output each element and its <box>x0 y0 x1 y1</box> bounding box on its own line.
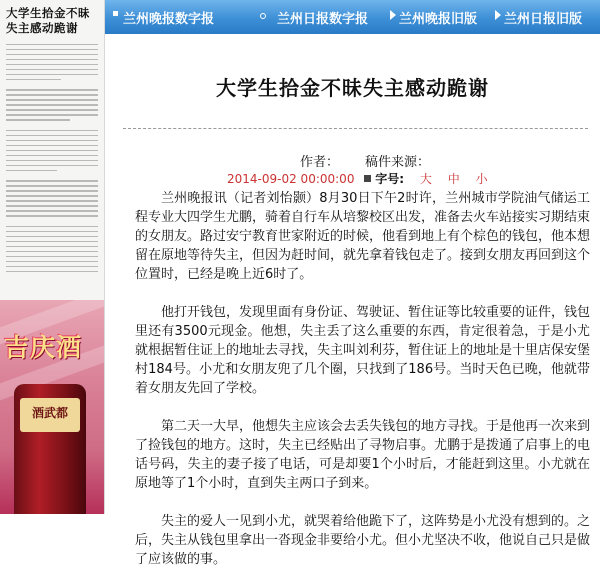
font-size-small-button[interactable]: 小 <box>475 172 488 186</box>
nav-link-lanzhou-daily-old[interactable]: 兰州日报旧版 <box>504 12 583 27</box>
article-byline <box>300 151 430 170</box>
article-body <box>135 189 590 588</box>
author-label: 作者： <box>300 155 340 170</box>
nav-link-lanzhou-evening-digital[interactable]: 兰州晚报数字报 <box>123 12 215 27</box>
square-bullet-icon <box>364 175 371 182</box>
newspaper-page-scan[interactable] <box>0 0 105 514</box>
top-navigation-bar <box>105 0 600 34</box>
article-meta-row <box>227 170 488 187</box>
title-divider <box>123 128 588 129</box>
font-size-label: 字号: <box>375 172 405 186</box>
advertisement-title: 吉庆酒 <box>4 333 83 362</box>
article-paragraph: 失主的爱人一见到小尤，就哭着给他跪下了，这阵势是小尤没有想到的。之后，失主从钱包里拿出一沓现金非要给小尤。但小尤坚决不收，他说自己只是做了应该做的事。 <box>135 514 591 567</box>
nav-bullet-icon <box>113 11 118 16</box>
font-size-large-button[interactable]: 大 <box>419 172 432 186</box>
font-size-medium-button[interactable]: 中 <box>447 172 460 186</box>
nav-arrow-icon <box>495 10 501 20</box>
nav-link-lanzhou-evening-old[interactable]: 兰州晚报旧版 <box>399 12 478 27</box>
article-paragraph: 兰州晚报讯（记者刘怡颢）8月30日下午2时许，兰州城市学院油气储运工程专业大四学生尤鹏，骑着自行车从培黎校区出发，准备去火车站接实习期结束的女朋友。路过安宁教育世家附近的时候，他看到地上有个棕色的钱包，他本想留在原地等待失主，但因为赶时间，就先拿着钱包走了。接到女朋友再回到这个位置时，已经是晚上近6时了。 <box>135 191 591 282</box>
newspaper-headline: 大学生拾金不昧失主感动跪谢 <box>6 6 90 35</box>
source-label: 稿件来源： <box>365 155 431 170</box>
nav-bullet-icon <box>260 13 266 19</box>
bottle-label-text: 酒武都 <box>31 406 68 420</box>
nav-arrow-icon <box>390 10 396 20</box>
publish-timestamp: 2014-09-02 00:00:00 <box>227 172 355 186</box>
newspaper-text-block <box>6 40 98 300</box>
liquor-advertisement <box>0 300 104 514</box>
article-title: 大学生拾金不昧失主感动跪谢 <box>216 76 489 100</box>
article-paragraph: 第二天一大早，他想失主应该会去丢失钱包的地方寻找。于是他再一次来到了捡钱包的地方。这时，失主已经贴出了寻物启事。尤鹏于是拨通了启事上的电话号码，失主的妻子接了电话，可是却要1个小时后，才能赶到这里。小尤就在原地等了1个小时，直到失主两口子到来。 <box>135 419 591 491</box>
article-site <box>105 0 600 567</box>
nav-link-lanzhou-daily-digital[interactable]: 兰州日报数字报 <box>277 12 369 27</box>
article-paragraph: 他打开钱包，发现里面有身份证、驾驶证、暂住证等比较重要的证件，钱包里还有3500元现金。他想，失主丢了这么重要的东西，肯定很着急，于是小尤就根据暂住证上的地址去寻找，失主叫刘利芬，暂住证上的地址是十里店保安堡村184号。小尤和女朋友兜了几个圈，只找到了186号。当时天色已晚，他就带着女朋友先回了学校。 <box>135 305 591 396</box>
